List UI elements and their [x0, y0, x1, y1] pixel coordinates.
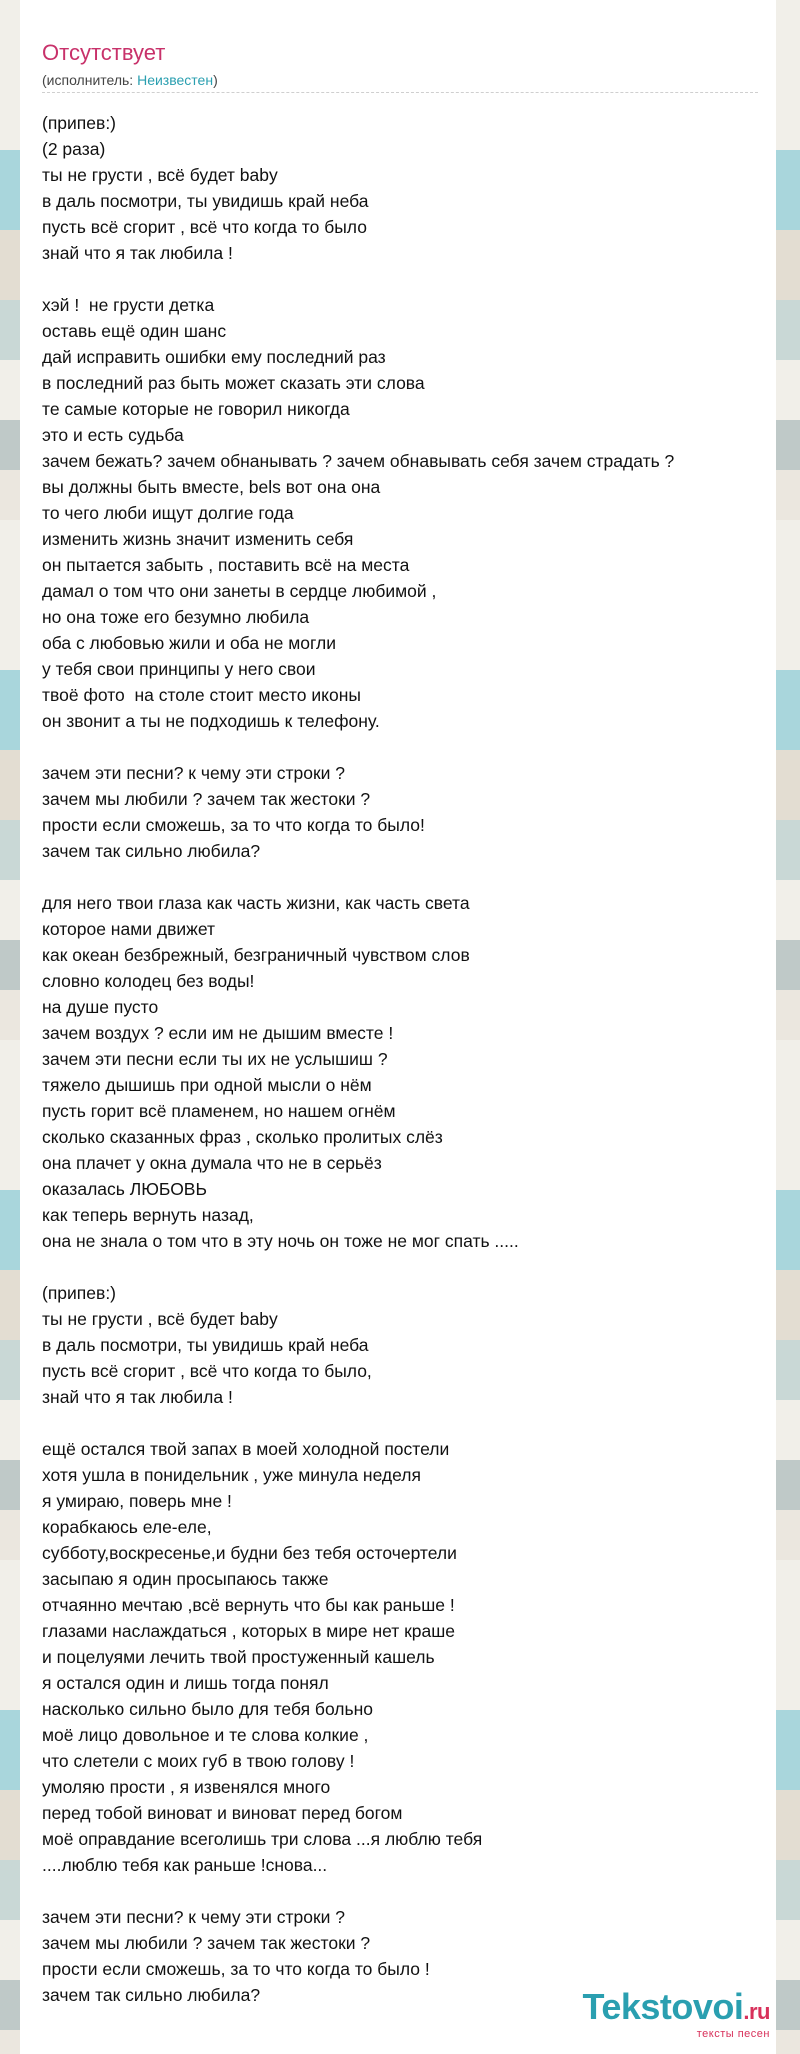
lyrics-text: (припев:) (2 раза) ты не грусти , всё будет baby в даль посмотри, ты увидишь край неба пусть всё сгорит , всё что когда то было знай что я так любила ! хэй ! не грусти детка оставь ещё один шанс дай исправить ошибки ему последний раз в последний раз быть может сказать эти слова те самые которые не говорил никогда это и есть судьба зачем бежать? зачем обнанывать ? зачем обнавывать себя зачем страдать ? вы должны быть вместе, bels вот она она то чего люби ищут долгие года изменить жизнь значит изменить себя он пытается забыть , поставить всё на места дамал о том что они занеты в сердце любимой , но она тоже его безумно любила оба с любовью жили и оба не могли у тебя свои принципы у него свои твоё фото на столе стоит место иконы он звонит а ты не подходишь к телефону. зачем эти песни? к чему эти строки ? зачем мы любили ? зачем так жестоки ? прости если сможешь, за то что когда то было! зачем так сильно любила? для него твои глаза как часть жизни, как часть света которое нами движет как океан безбрежный, безграничный чувством слов словно колодец без воды! на душе пусто зачем воздух ? если им не дышим вместе ! зачем эти песни если ты их не услышиш ? тяжело дышишь при одной мысли о нём пусть горит всё пламенем, но нашем огнём сколько сказанных фраз , сколько пролитых слёз она плачет у окна думала что не в серьёз оказалась ЛЮБОВЬ как теперь вернуть назад, она не знала о том что в эту ночь он тоже не мог спать ..... (припев:) ты не грусти , всё будет baby в даль посмотри, ты увидишь край неба пусть всё сгорит , всё что когда то было, знай что я так любила ! ещё остался твой запах в моей холодной постели хотя ушла в понидельник , уже минула неделя я умираю, поверь мне ! корабкаюсь еле-еле, субботу,воскресенье,и будни без тебя осточертели засыпаю я один просыпаюсь также отчаянно мечтаю ,всё вернуть что бы как раньше ! глазами наслаждаться , которых в мире нет краше и поцелуями лечить твой простуженный кашель я остался один и лишь тогда понял насколько сильно было для тебя больно моё лицо довольное и те слова колкие , что слетели с моих губ в твою голову ! умоляю прости , я извенялся много перед тобой виноват и виноват перед богом моё оправдание всеголишь три слова ...я люблю тебя ....люблю тебя как раньше !снова... зачем эти песни? к чему эти строки ? зачем мы любили ? зачем так жестоки ? прости если сможешь, за то что когда то было ! зачем так сильно любила?: [42, 113, 675, 2005]
performer-line: [42, 72, 218, 88]
header-divider: [42, 92, 758, 93]
performer-suffix: ): [213, 72, 218, 88]
song-title: Отсутствует: [42, 40, 166, 65]
site-logo[interactable]: [582, 1986, 771, 2040]
logo-tagline: тексты песен: [696, 2028, 770, 2040]
logo-wordmark: [582, 1986, 771, 2030]
artist-link[interactable]: Неизвестен: [137, 72, 214, 88]
performer-prefix: (исполнитель:: [42, 72, 138, 88]
logo-name: Tekstovoi: [582, 1986, 744, 2027]
logo-tld: .ru: [743, 1999, 770, 2024]
